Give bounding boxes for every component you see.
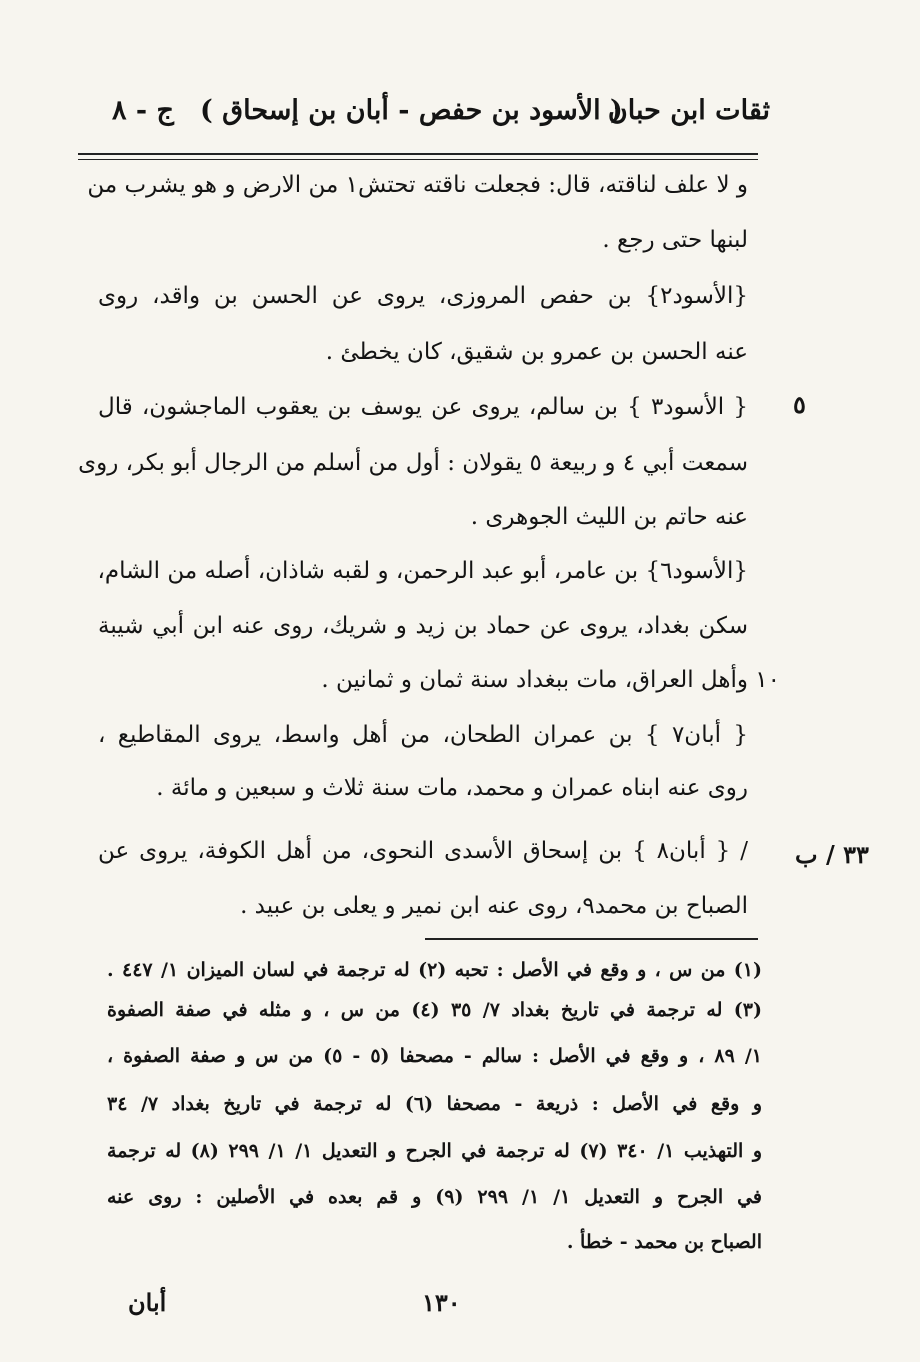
text-line-11: { أبان٧ } بن عمران الطحان، من أهل واسط، يروى المقاطيع ، (98, 722, 748, 748)
footnote-line-7: الصباح بن محمد - خطأ . (566, 1231, 762, 1253)
text-line-5: { الأسود٣ } بن سالم، يروى عن يوسف بن يعقوب الماجشون، قال (98, 394, 748, 420)
volume-number: ج - ٨ (112, 95, 174, 126)
text-line-3: {الأسود٢} بن حفص المروزى، يروى عن الحسن بن واقد، روى (98, 283, 748, 309)
header-rule (78, 153, 758, 160)
footnote-line-5: و التهذيب ١/ ٣٤٠ (٧) له ترجمة في الجرح و التعديل ١/ ١/ ٢٩٩ (٨) له ترجمة (107, 1140, 763, 1162)
footnote-line-1: (١) من س ، و وقع في الأصل : تحبه (٢) له ترجمة في لسان الميزان ١/ ٤٤٧ . (107, 959, 762, 981)
line-number-5: ٥ (793, 390, 806, 419)
text-line-6: سمعت أبي ٤ و ربيعة ٥ يقولان : أول من أسلم من الرجال أبو بكر، روى (78, 450, 748, 476)
text-line-4: عنه الحسن بن عمرو بن شقيق، كان يخطئ . (325, 339, 748, 365)
footnote-line-6: في الجرح و التعديل ١/ ١/ ٢٩٩ (٩) و قم بعده في الأصلين : روى عنه (107, 1186, 762, 1208)
text-line-1: و لا علف لناقته، قال: فجعلت ناقته تحتش١ من الارض و هو يشرب من (87, 172, 748, 198)
footnote-line-3: ١/ ٨٩ ، و وقع في الأصل : سالم - مصحفا (٥ - ٥) من س و صفة الصفوة ، (107, 1045, 763, 1067)
text-line-12: روى عنه ابناه عمران و محمد، مات سنة ثلاث و سبعين و مائة . (156, 775, 748, 801)
page-number: ١٣٠ (422, 1288, 461, 1317)
catchword: أبان (128, 1288, 167, 1317)
text-line-9: سكن بغداد، يروى عن حماد بن زيد و شريك، روى عنه ابن أبي شيبة (98, 613, 748, 639)
footnote-rule (425, 938, 758, 940)
text-line-13: / { أبان٨ } بن إسحاق الأسدى النحوى، من أهل الكوفة، يروى عن (98, 838, 748, 864)
text-line-10: ١٠ وأهل العراق، مات ببغداد سنة ثمان و ثمانين . (321, 667, 780, 693)
text-line-2: لبنها حتى رجع . (602, 227, 748, 253)
folio-marker: ٣٣ / ب (795, 840, 869, 869)
running-title: ثقات ابن حبان (607, 95, 770, 126)
text-line-14: الصباح بن محمد٩، روى عنه ابن نمير و يعلى بن عبيد . (240, 893, 748, 919)
text-line-7: عنه حاتم بن الليث الجوهرى . (470, 504, 748, 530)
footnote-line-2: (٣) له ترجمة في تاريخ بغداد ٧/ ٣٥ (٤) من س ، و مثله في صفة الصفوة (107, 999, 762, 1021)
running-subject: ( الأسود بن حفص - أبان بن إسحاق ) (200, 95, 623, 126)
footnote-line-4: و وقع في الأصل : ذريعة - مصحفا (٦) له ترجمة في تاريخ بغداد ٧/ ٣٤ (107, 1093, 762, 1115)
text-line-8: {الأسود٦} بن عامر، أبو عبد الرحمن، و لقبه شاذان، أصله من الشام، (97, 558, 748, 584)
